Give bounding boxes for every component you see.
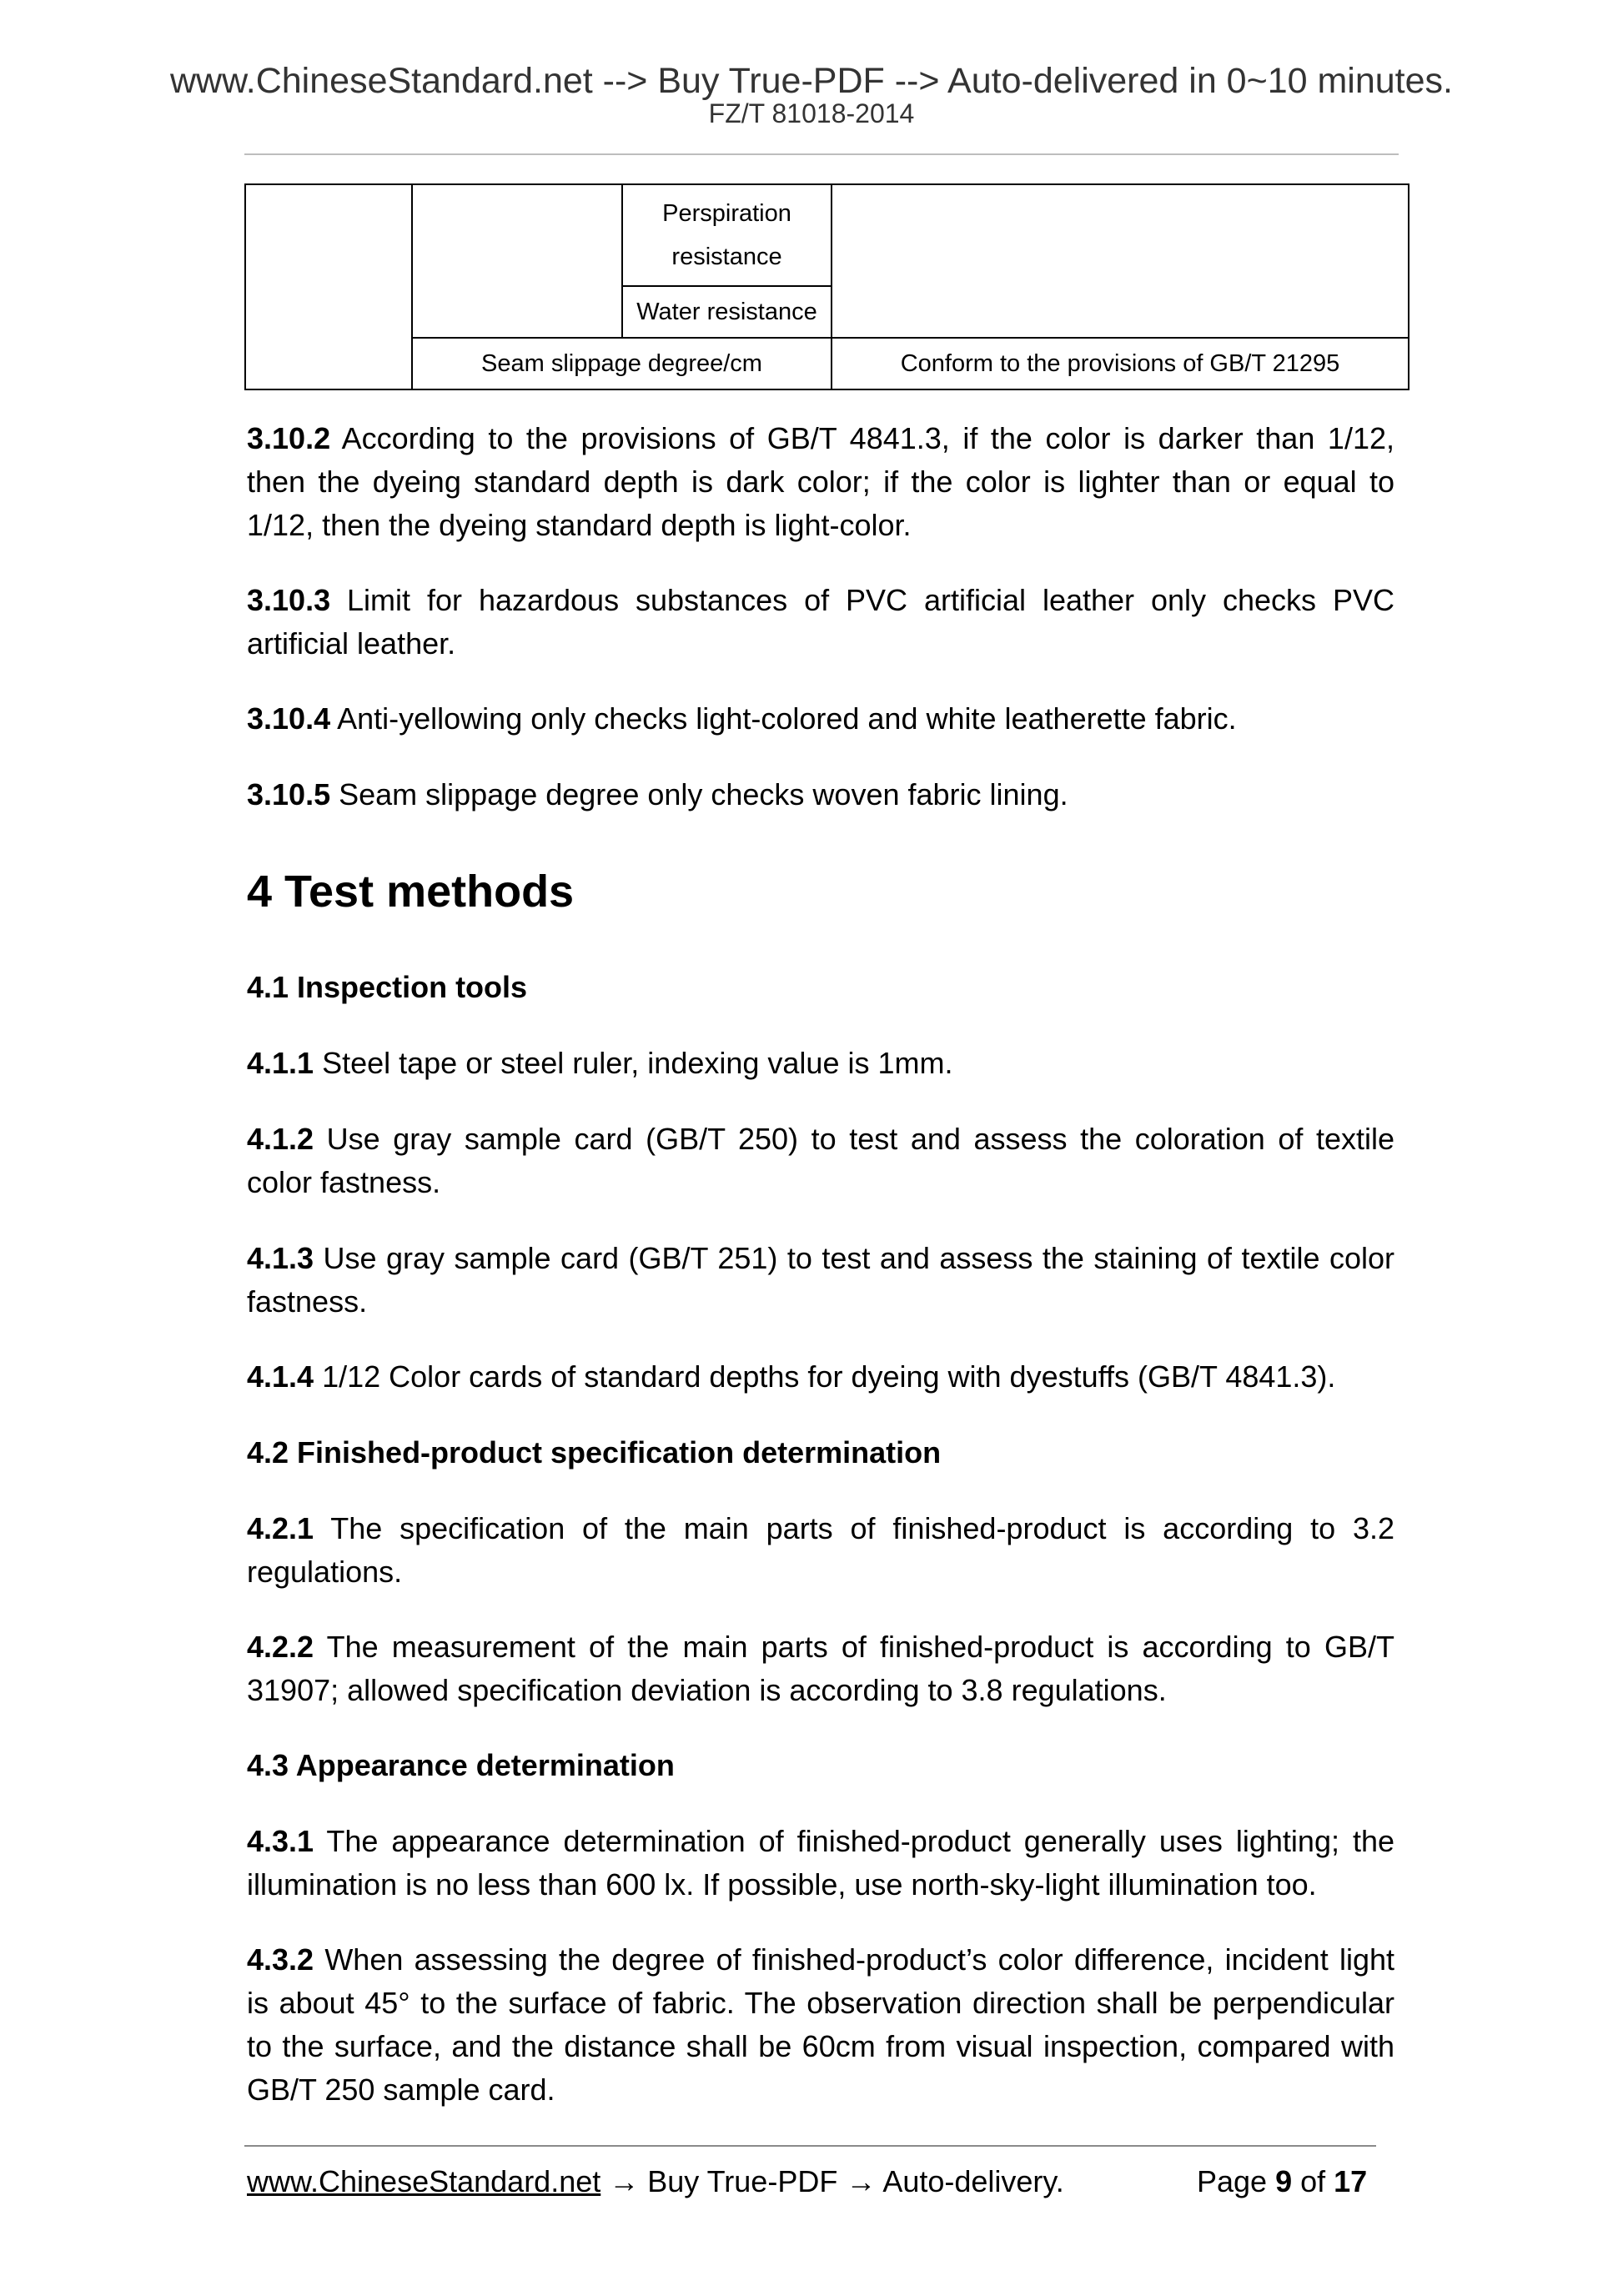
subsection-heading-4-2: 4.2 Finished-product specification determination xyxy=(247,1435,942,1470)
clause-number: 4.3.2 xyxy=(247,1942,314,1977)
clause-text: Use gray sample card (GB/T 251) to test and assess the staining of textile color fastness. xyxy=(247,1241,1394,1319)
subsection-heading-4-3: 4.3 Appearance determination xyxy=(247,1748,675,1782)
footer-site-link[interactable]: www.ChineseStandard.net xyxy=(247,2164,601,2198)
clause-text: Seam slippage degree only checks woven fabric lining. xyxy=(330,777,1068,811)
paragraph-4-1-1 xyxy=(247,1042,1394,1085)
table-cell-perspiration: Perspiration resistance xyxy=(622,184,832,286)
clause-number: 4.2.2 xyxy=(247,1630,314,1664)
page-prefix: Page xyxy=(1197,2164,1276,2198)
table-cell-empty xyxy=(832,184,1409,338)
table-cell-empty xyxy=(412,184,622,338)
total-pages: 17 xyxy=(1334,2164,1368,2198)
clause-text: Limit for hazardous substances of PVC artificial leather only checks PVC artificial leather. xyxy=(247,583,1394,661)
section-heading: 4 Test methods xyxy=(247,867,575,917)
clause-text: Use gray sample card (GB/T 250) to test and assess the coloration of textile color fastness. xyxy=(247,1122,1394,1199)
footer-text xyxy=(247,2164,1064,2198)
table-cell-empty xyxy=(245,184,412,389)
page-of: of xyxy=(1292,2164,1334,2198)
table-row xyxy=(245,184,1409,286)
clause-number: 4.3.1 xyxy=(247,1824,314,1858)
clause-text: The appearance determination of finished-product generally uses lighting; the illumination is no less than 600 lx. If possible, use north-sky-light illumination too. xyxy=(247,1824,1394,1902)
paragraph-4-1-4 xyxy=(247,1355,1394,1399)
clause-text: According to the provisions of GB/T 4841.3, if the color is darker than 1/12, then the dyeing standard depth is dark color; if the color is lighter than or equal to 1/12, then the dyeing standard depth is light-color. xyxy=(247,421,1394,542)
subsection-heading-4-1: 4.1 Inspection tools xyxy=(247,970,528,1004)
clause-number: 3.10.3 xyxy=(247,583,331,617)
paragraph-3-10-4 xyxy=(247,697,1394,741)
paragraph-4-2-2 xyxy=(247,1625,1394,1712)
header-divider xyxy=(244,153,1399,155)
clause-text: 1/12 Color cards of standard depths for dyeing with dyestuffs (GB/T 4841.3). xyxy=(314,1359,1336,1394)
clause-text: The specification of the main parts of finished-product is according to 3.2 regulations. xyxy=(247,1511,1394,1589)
document-number: FZ/T 81018-2014 xyxy=(708,98,915,128)
clause-number: 4.1.4 xyxy=(247,1359,314,1394)
paragraph-4-3-2 xyxy=(247,1938,1394,2112)
page-number xyxy=(1197,2164,1368,2198)
clause-text: When assessing the degree of finished-product’s color difference, incident light is about 45° to the surface of fabric. The observation direction shall be perpendicular to the surface, and the distance shall be 60cm from visual inspection, compared with GB/T 250 sample card. xyxy=(247,1942,1394,2107)
clause-number: 3.10.5 xyxy=(247,777,331,811)
clause-number: 3.10.2 xyxy=(247,421,331,455)
paragraph-4-1-2 xyxy=(247,1118,1394,1204)
paragraph-3-10-5 xyxy=(247,773,1394,816)
clause-number: 4.1.2 xyxy=(247,1122,314,1156)
table-cell-seam-value: Conform to the provisions of GB/T 21295 xyxy=(832,338,1409,389)
paragraph-4-1-3 xyxy=(247,1237,1394,1324)
clause-number: 4.1.1 xyxy=(247,1046,314,1080)
paragraph-4-2-1 xyxy=(247,1507,1394,1594)
table-row xyxy=(245,338,1409,389)
footer-divider xyxy=(244,2145,1376,2147)
clause-text: The measurement of the main parts of finished-product is according to GB/T 31907; allowed specification deviation is according to 3.8 regulations. xyxy=(247,1630,1394,1707)
paragraph-3-10-3 xyxy=(247,579,1394,666)
paragraph-3-10-2 xyxy=(247,417,1394,547)
clause-text: Anti-yellowing only checks light-colored and white leatherette fabric. xyxy=(330,701,1237,736)
spec-table xyxy=(244,183,1409,390)
table-cell-water: Water resistance xyxy=(622,286,832,338)
footer-delivery-text: → Buy True-PDF → Auto-delivery. xyxy=(600,2164,1064,2198)
current-page: 9 xyxy=(1275,2164,1293,2198)
table-cell-seam-label: Seam slippage degree/cm xyxy=(412,338,832,389)
clause-number: 3.10.4 xyxy=(247,701,331,736)
clause-text: Steel tape or steel ruler, indexing value is 1mm. xyxy=(314,1046,953,1080)
clause-number: 4.2.1 xyxy=(247,1511,314,1545)
clause-number: 4.1.3 xyxy=(247,1241,314,1275)
paragraph-4-3-1 xyxy=(247,1820,1394,1907)
header-banner: www.ChineseStandard.net --> Buy True-PDF --> Auto-delivered in 0~10 minutes. xyxy=(169,61,1453,101)
